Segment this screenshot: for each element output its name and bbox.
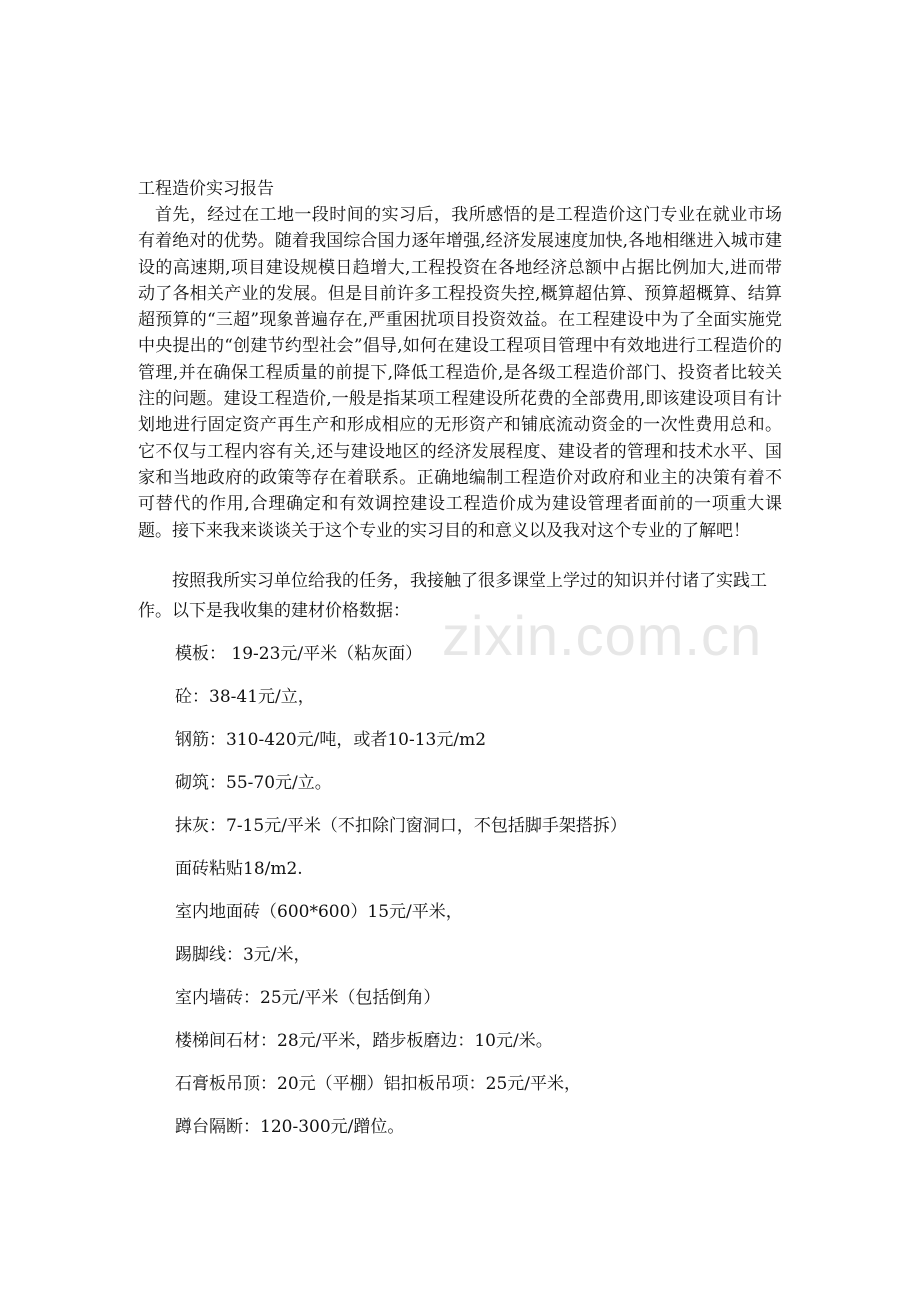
price-item-skirting: 踢脚线：3元/米， [175,944,311,965]
intro-paragraph: 首先，经过在工地一段时间的实习后，我所感悟的是工程造价这门专业在就业市场有着绝对的优势。随着我国综合国力逐年增强,经济发展速度加快,各地相继进入城市建设的高速期,项目建设规模日趋增大,工程投资在各地经济总额中占据比例加大,进而带动了各相关产业的发展。但是目前许多工程投资失控,概算超估算、预算超概算、结算超预算的“三超”现象普遍存在,严重困扰项目投资效益。在工程建设中为了全面实施党中央提出的“创建节约型社会”倡导,如何在建设工程项目管理中有效地进行工程造价的管理,并在确保工程质量的前提下,降低工程造价,是各级工程造价部门、投资者比较关注的问题。建设工程造价,一般是指某项工程建设所花费的全部费用,即该建设项目有计划地进行固定资产再生产和形成相应的无形资产和铺底流动资金的一次性费用总和。它不仅与工程内容有关,还与建设地区的经济发展程度、建设者的管理和技术水平、国家和当地政府的政策等存在着联系。正确地编制工程造价对政府和业主的决策有着不可替代的作用,合理确定和有效调控建设工程造价成为建设管理者面前的一项重大课题。接下来我来谈谈关于这个专业的实习目的和意义以及我对这个专业的了解吧！ [138,205,782,541]
price-item-ceiling: 石膏板吊顶：20元（平棚）铝扣板吊项：25元/平米， [175,1073,581,1094]
price-item-rebar: 钢筋：310-420元/吨，或者10-13元/m2 [175,729,487,750]
price-item-stair-stone: 楼梯间石材：28元/平米，踏步板磨边：10元/米。 [175,1030,553,1051]
price-item-facing-tile: 面砖粘贴18/m2. [175,858,303,879]
price-item-masonry: 砌筑：55-70元/立。 [175,772,332,793]
price-item-floor-tile: 室内地面砖（600*600）15元/平米， [175,901,463,922]
material-price-list [138,643,782,1138]
price-item-concrete: 砼：38-41元/立， [175,686,315,707]
price-item-formwork: 模板： 19-23元/平米（粘灰面） [175,643,423,664]
document-title: 工程造价实习报告 [138,179,274,199]
task-paragraph: 按照我所实习单位给我的任务，我接触了很多课堂上学过的知识并付诸了实践工作。以下是我收集的建材价格数据： [138,570,767,621]
price-item-plastering: 抹灰：7-15元/平米（不扣除门窗洞口，不包括脚手架搭拆） [175,815,627,836]
document-body [138,178,782,1159]
price-item-partition: 蹲台隔断：120-300元/蹭位。 [175,1116,405,1137]
price-item-wall-tile: 室内墙砖：25元/平米（包括倒角） [175,987,441,1008]
site-watermark: zixin.com.cn [442,604,763,667]
